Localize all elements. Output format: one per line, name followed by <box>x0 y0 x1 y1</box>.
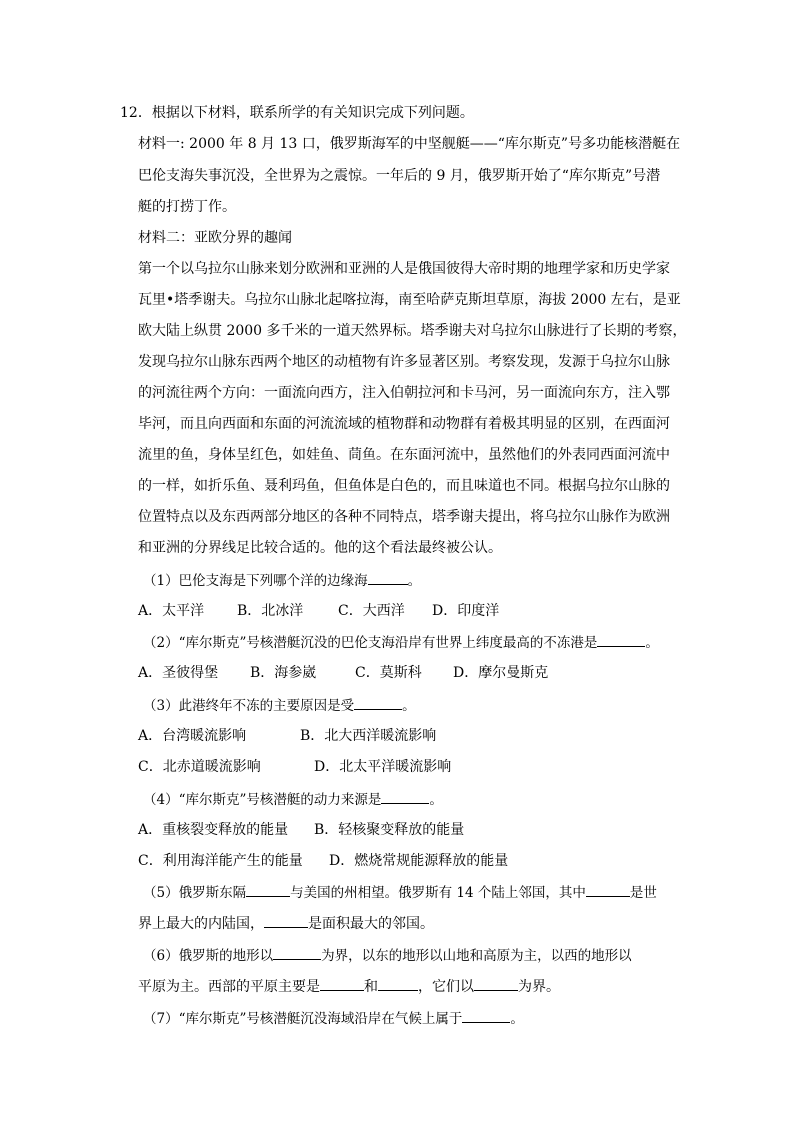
subquestion-4-stem: （4）“库尔斯克”号核潜艇的动力来源是 <box>143 792 382 808</box>
subquestion-6-text: 平原为主。西部的平原主要是 <box>138 979 320 995</box>
subquestion-2-stem: （2）“库尔斯克”号核潜艇沉没的巴伦支海沿岸有世界上纬度最高的不冻港是 <box>143 635 598 651</box>
subquestion-end: 。 <box>510 1011 524 1027</box>
material2-line: 流里的鱼，身体呈红色，如娃鱼、茼鱼。在东面河流中，虽然他们的外表同西面河流中 <box>138 447 670 463</box>
material2-line: 欧大陆上纵贯 2000 多千米的一道天然界标。塔季谢夫对乌拉尔山脉进行了长期的考察， <box>138 323 687 339</box>
subquestion-5-cont <box>138 913 434 934</box>
subquestion-2 <box>143 632 659 653</box>
material2-line: 和亚洲的分界线足比较合适的。他的这个看法最终被公认。 <box>138 540 502 556</box>
option-b[interactable]: B．海参崴 <box>250 665 317 681</box>
subquestion-6 <box>143 945 632 966</box>
question-header: 12．根据以下材料，联系所学的有关知识完成下列问题。 <box>120 105 474 121</box>
answer-blank[interactable] <box>474 976 518 991</box>
option-b[interactable]: B．轻核聚变释放的能量 <box>314 822 465 838</box>
material2-line: 瓦里•塔季谢夫。乌拉尔山脉北起喀拉海，南至哈萨克斯坦草原，海拔 2000 左右，是亚 <box>138 292 681 308</box>
option-d[interactable]: D．燃烧常规能源释放的能量 <box>329 853 509 869</box>
subquestion-5-text: 与美国的州相望。俄罗斯有 14 个陆上邻国，其中 <box>290 885 586 901</box>
subquestion-6-text: 为界。 <box>518 979 560 995</box>
subquestion-3-stem: （3）此港终年不冻的主要原因是受 <box>143 698 355 714</box>
subquestion-3 <box>143 695 416 716</box>
subquestion-end: 。 <box>402 698 416 714</box>
option-c[interactable]: C．大西洋 <box>338 603 405 619</box>
option-a[interactable]: A．台湾暖流影响 <box>138 728 247 744</box>
answer-blank[interactable] <box>586 882 630 897</box>
subquestion-6-cont <box>138 976 560 997</box>
material2-line: 位置特点以及东西两部分地区的各种不同特点，塔季谢夫提出，将乌拉尔山脉作为欧洲 <box>138 509 670 525</box>
option-b[interactable]: B．北冰洋 <box>237 603 304 619</box>
option-b[interactable]: B．北大西洋暖流影响 <box>300 728 437 744</box>
subquestion-6-text: （6）俄罗斯的地形以 <box>143 948 274 964</box>
answer-blank[interactable] <box>273 945 321 960</box>
answer-blank[interactable] <box>378 976 418 991</box>
subquestion-7-stem: （7）“库尔斯克”号核潜艇沉没海域沿岸在气候上属于 <box>143 1011 463 1027</box>
subquestion-1 <box>143 570 421 591</box>
option-d[interactable]: D．印度洋 <box>432 603 500 619</box>
material1-line: 艇的打捞丁作。 <box>138 199 236 215</box>
subquestion-5-text: 是面积最大的邻国。 <box>308 916 434 932</box>
subquestion-end: 。 <box>407 573 422 589</box>
option-a[interactable]: A．圣彼得堡 <box>138 665 219 681</box>
answer-blank[interactable] <box>320 976 364 991</box>
subquestion-7 <box>143 1008 524 1029</box>
option-a[interactable]: A．太平洋 <box>138 603 205 619</box>
option-c[interactable]: C．莫斯科 <box>355 665 422 681</box>
material2-line: 的河流往两个方向：一面流向西方，注入伯朝拉河和卡马河，另一面流向东方，注入鄂 <box>138 385 670 401</box>
material2-line: 第一个以乌拉尔山脉来划分欧洲和亚洲的人是俄国彼得大帝时期的地理学家和历史学家 <box>138 261 670 277</box>
material1-line: 巴伦支海失事沉没，全世界为之震惊。一年后的 9 月，俄罗斯开始了“库尔斯克”号潜 <box>138 168 661 184</box>
subquestion-5-text: （5）俄罗斯东隔 <box>143 885 247 901</box>
material2-title: 材料二：亚欧分界的趣闻 <box>138 230 292 246</box>
answer-blank[interactable] <box>264 913 308 928</box>
material2-line: 的一样，如折乐鱼、聂利玛鱼，但鱼体是白色的，而且味道也不同。根据乌拉尔山脉的 <box>138 478 670 494</box>
answer-blank[interactable] <box>246 882 290 897</box>
subquestion-5 <box>143 882 657 903</box>
option-a[interactable]: A．重核裂变释放的能量 <box>138 822 289 838</box>
option-c[interactable]: C．北赤道暖流影响 <box>138 759 261 775</box>
material1-line: 材料一: 2000 年 8 月 13 口，俄罗斯海军的中坚舰艇——“库尔斯克”号多功能核潜艇在 <box>138 136 681 152</box>
material2-line: 毕河，而且向西面和东面的河流流域的植物群和动物群有着极其明显的区别，在西面河 <box>138 416 670 432</box>
option-d[interactable]: D．摩尔曼斯克 <box>453 665 549 681</box>
option-c[interactable]: C．利用海洋能产生的能量 <box>138 853 303 869</box>
answer-blank[interactable] <box>368 570 408 585</box>
option-d[interactable]: D．北太平洋暖流影响 <box>314 759 452 775</box>
subquestion-4 <box>143 789 443 810</box>
answer-blank[interactable] <box>462 1008 510 1023</box>
subquestion-6-text: 为界，以东的地形以山地和高原为主，以西的地形以 <box>321 948 632 964</box>
subquestion-end: 。 <box>429 792 443 808</box>
answer-blank[interactable] <box>354 695 402 710</box>
subquestion-6-text: ，它们以 <box>418 979 474 995</box>
subquestion-end: 。 <box>645 635 659 651</box>
subquestion-5-text: 是世 <box>629 885 657 901</box>
answer-blank[interactable] <box>597 632 645 647</box>
subquestion-1-stem: （1）巴伦支海是下列哪个洋的边缘海 <box>143 573 368 589</box>
subquestion-5-text: 界上最大的内陆国， <box>138 916 264 932</box>
subquestion-6-text: 和 <box>364 979 378 995</box>
material2-line: 发现乌拉尔山脉东西两个地区的动植物有许多显著区别。考察发现，发源于乌拉尔山脉 <box>138 354 670 370</box>
answer-blank[interactable] <box>381 789 429 804</box>
